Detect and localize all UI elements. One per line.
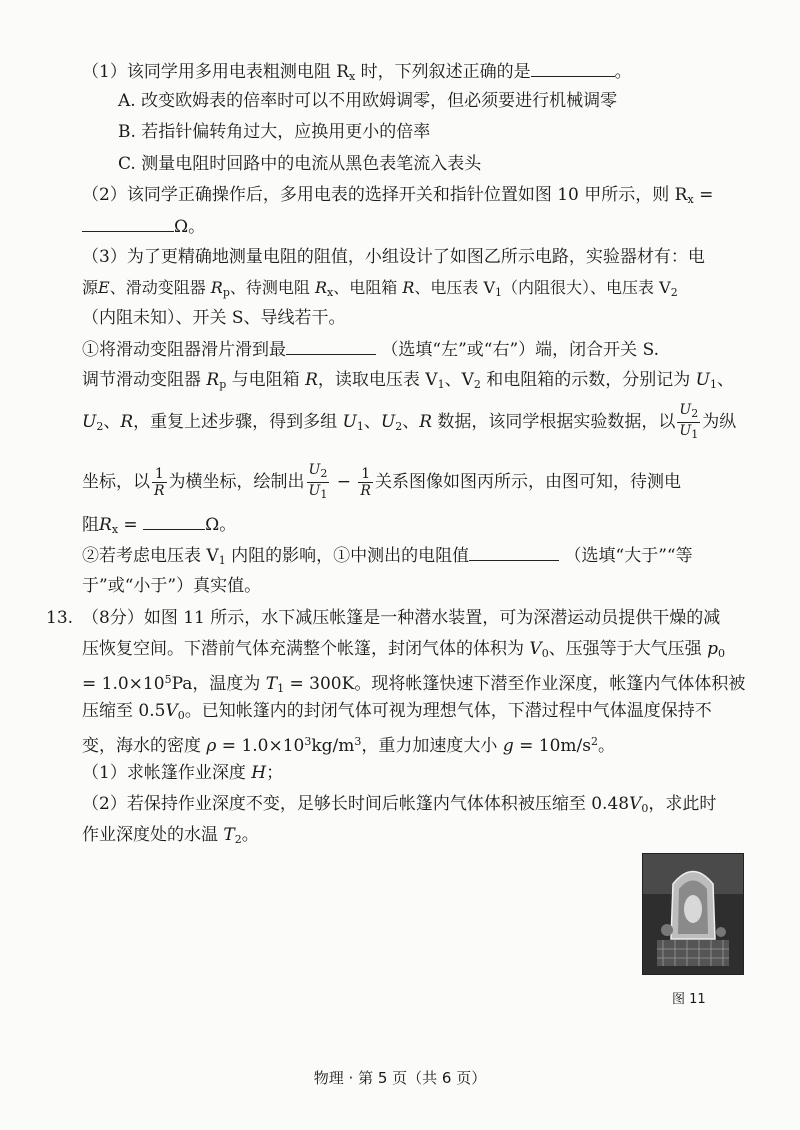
fraction-u2-over-u1: $\frac{U_2}{U_1}$ [679, 402, 699, 441]
answer-blank[interactable] [469, 544, 559, 561]
q13-line5: 变，海水的密度 $\rho = 1.0\times 10^3kg/m^3$，重力加速度大小 $g = 10m/s^2$。 [82, 735, 615, 756]
page-footer: 物理 · 第 5 页（共 6 页） [313, 1069, 487, 1087]
answer-blank[interactable] [82, 215, 174, 232]
q12-part3-line2: 源E、滑动变阻器 $R_p$、待测电阻 $R_x$、电阻箱 R、电压表 $V_1$（内阻很大）、电压表 $V_2$ [82, 278, 678, 299]
q12-step1-line4: 坐标，以 $\frac{1}{R}$ 为横坐标，绘制出 $\frac{U_2}{U_1}$ − $\frac{1}{R}$ 关系图像如图丙所示，由图可知，待测电 [82, 462, 681, 501]
figure-11-photo [642, 853, 744, 975]
q13-part1: （1）求帐篷作业深度 H； [82, 763, 284, 783]
q13-line1: （8分）如图 11 所示，水下减压帐篷是一种潜水装置，可为深潜运动员提供干燥的减 [82, 608, 721, 628]
q12-part1-stem: （1）该同学用多用电表粗测电阻 $R_x$ 时，下列叙述正确的是 。 [82, 62, 632, 83]
fraction-u2-over-u1: $\frac{U_2}{U_1}$ [308, 462, 328, 501]
answer-blank[interactable] [286, 338, 376, 355]
q12-part2-line1: （2）该同学正确操作后，多用电表的选择开关和指针位置如图 10 甲所示，则 $R_x$ = [82, 185, 714, 206]
q12-step1-line3: $U_2$、R，重复上述步骤，得到多组 $U_1$、$U_2$、R 数据，该同学根据实验数据，以 $\frac{U_2}{U_1}$ 为纵 [82, 402, 737, 441]
q12-part2-line2: Ω。 [82, 215, 205, 238]
answer-blank[interactable] [531, 60, 615, 77]
q13-line4: 压缩至 $0.5V_0$。已知帐篷内的封闭气体可视为理想气体，下潜过程中气体温度保持不 [82, 701, 712, 722]
q12-step1-result: 阻$R_x = \Omega$。 [82, 515, 237, 536]
answer-blank[interactable] [143, 513, 205, 530]
q12-step2-line2: 于”或“小于”）真实值。 [82, 576, 262, 596]
q12-part3-line1: （3）为了更精确地测量电阻的阻值，小组设计了如图乙所示电路，实验器材有：电 [82, 247, 705, 267]
q13-line2: 压恢复空间。下潜前气体充满整个帐篷，封闭气体的体积为 $V_0$、压强等于大气压强 $p_0$ [82, 639, 725, 660]
fraction-1-over-r: $\frac{1}{R}$ [360, 466, 371, 499]
figure-caption: 图 11 [672, 992, 706, 1007]
fraction-1-over-r: $\frac{1}{R}$ [154, 466, 165, 499]
q13-number: 13. [46, 608, 74, 628]
q12-step1-line2: 调节滑动变阻器 $R_p$ 与电阻箱 R，读取电压表 $V_1$、$V_2$ 和电阻箱的示数，分别记为 $U_1$、 [82, 370, 734, 391]
option-a: A. 改变欧姆表的倍率时可以不用欧姆调零，但必须要进行机械调零 [118, 91, 618, 111]
q13-part2: （2）若保持作业深度不变，足够长时间后帐篷内气体体积被压缩至 $0.48V_0$，求此时 [82, 794, 717, 815]
option-c: C. 测量电阻时回路中的电流从黑色表笔流入表头 [118, 154, 482, 174]
q12-step2: ②若考虑电压表 $V_1$ 内阻的影响，①中测出的电阻值 （选填“大于”“等 [82, 546, 693, 567]
q13-part2-line2: 作业深度处的水温 $T_2$。 [82, 825, 259, 846]
option-b: B. 若指针偏转角过大，应换用更小的倍率 [118, 122, 431, 142]
q12-part3-line3: （内阻未知）、开关 S、导线若干。 [82, 308, 346, 328]
q12-step1: ①将滑动变阻器滑片滑到最 （选填“左”或“右”）端，闭合开关 S. [82, 340, 660, 360]
q13-line3: = $1.0\times 10^5Pa$，温度为 $T_1 = 300K$。现将帐篷快速下潜至作业深度，帐篷内气体体积被 [82, 673, 746, 695]
decompression-tent-picture [643, 854, 743, 974]
